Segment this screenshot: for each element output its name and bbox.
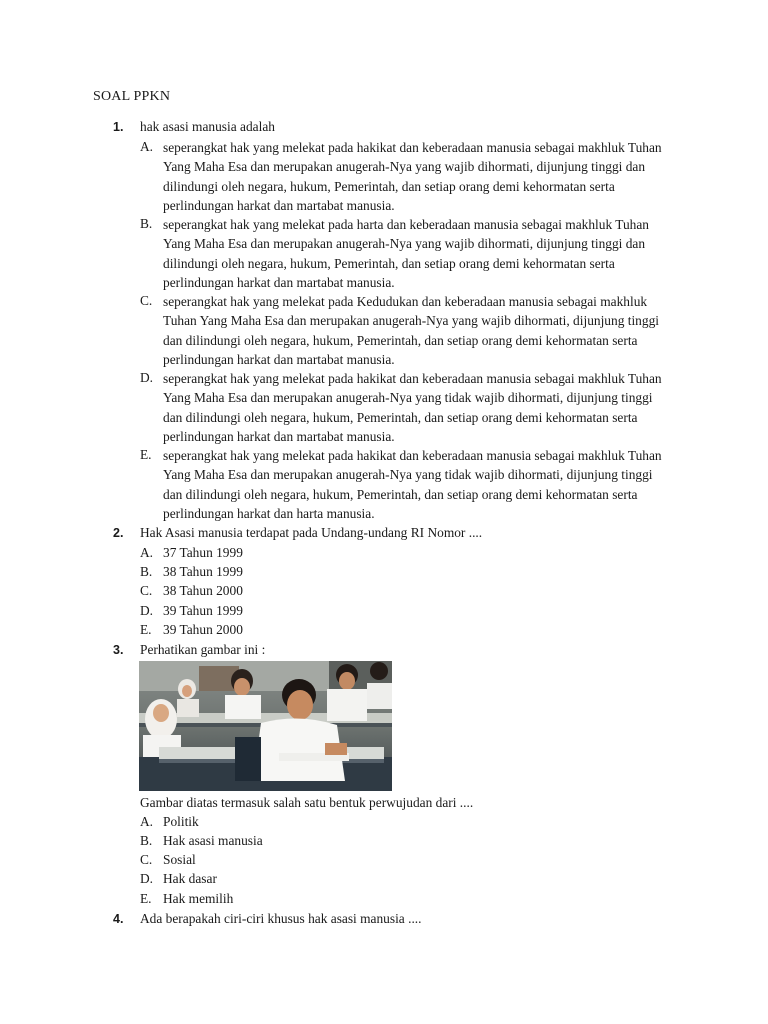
option-text: Politik — [163, 814, 199, 829]
option-letter: A. — [140, 814, 154, 829]
option-letter: D. — [140, 370, 154, 385]
option-text: Hak asasi manusia — [163, 833, 263, 848]
question-number: 4. — [113, 912, 124, 926]
option-letter: E. — [140, 447, 152, 462]
option-text: seperangkat hak yang melekat pada Kedudukan dan keberadaan manusia sebagai makhluk Tuhan Yang Maha Esa dan merupakan anugerah-Nya yang wajib dihormati, dijunjung tinggi dan dilindungi oleh negara, hukum, Pemerintah, dan setiap orang demi kehormatan serta perlindungan harkat dan martabat manusia. — [163, 294, 659, 367]
option-letter: B. — [140, 564, 153, 579]
option-letter: B. — [140, 216, 153, 231]
option-letter: C. — [140, 852, 153, 867]
question-text: Ada berapakah ciri-ciri khusus hak asasi manusia .... — [140, 911, 422, 926]
option-text: seperangkat hak yang melekat pada hakikat dan keberadaan manusia sebagai makhluk Tuhan Yang Maha Esa dan merupakan anugerah-Nya yang tidak wajib dihormati, dijunjung tinggi dan dilindungi oleh negara, hukum, Pemerintah, dan setiap orang demi kehormatan serta perlindungan harkat dan martabat manusia. — [163, 371, 662, 444]
option-text: Sosial — [163, 852, 196, 867]
question-number: 2. — [113, 526, 124, 540]
question-text: hak asasi manusia adalah — [140, 119, 275, 134]
option-letter: E. — [140, 622, 152, 637]
option-letter: A. — [140, 139, 154, 154]
option-letter: E. — [140, 891, 152, 906]
question-text: Perhatikan gambar ini : — [140, 642, 266, 657]
question-caption: Gambar diatas termasuk salah satu bentuk perwujudan dari .... — [140, 795, 474, 810]
option-text: Hak memilih — [163, 891, 234, 906]
option-text: Hak dasar — [163, 871, 217, 886]
option-text: 38 Tahun 2000 — [163, 583, 243, 598]
option-letter: A. — [140, 545, 154, 560]
option-letter: C. — [140, 293, 153, 308]
question-text: Hak Asasi manusia terdapat pada Undang-undang RI Nomor .... — [140, 525, 483, 540]
document-title: SOAL PPKN — [93, 89, 171, 104]
option-text: seperangkat hak yang melekat pada hakikat dan keberadaan manusia sebagai makhluk Tuhan Yang Maha Esa dan merupakan anugerah-Nya yang wajib dihormati, dijunjung tinggi dan dilindungi oleh negara, hukum, Pemerintah, dan setiap orang demi kehormatan serta perlindungan harkat dan martabat manusia. — [163, 140, 662, 213]
option-text: 39 Tahun 1999 — [163, 603, 243, 618]
exam-classroom-photo — [139, 661, 392, 791]
option-letter: D. — [140, 871, 154, 886]
option-text: seperangkat hak yang melekat pada hakikat dan keberadaan manusia sebagai makhluk Tuhan Yang Maha Esa dan merupakan anugerah-Nya yang tidak wajib dihormati, dijunjung tinggi dan dilindungi oleh negara, hukum, Pemerintah, dan setiap orang demi kehormatan serta perlindungan harkat dan harta manusia. — [163, 448, 662, 521]
option-text: 37 Tahun 1999 — [163, 545, 243, 560]
option-letter: C. — [140, 583, 153, 598]
question-number: 3. — [113, 643, 124, 657]
option-letter: D. — [140, 603, 154, 618]
option-letter: B. — [140, 833, 153, 848]
option-text: seperangkat hak yang melekat pada harta dan keberadaan manusia sebagai makhluk Tuhan Yang Maha Esa dan merupakan anugerah-Nya yang wajib dihormati, dijunjung tinggi dan dilindungi oleh negara, hukum, Pemerintah, dan setiap orang demi kehormatan serta perlindungan harkat dan martabat manusia. — [163, 217, 649, 290]
option-text: 38 Tahun 1999 — [163, 564, 243, 579]
question-number: 1. — [113, 120, 124, 134]
option-text: 39 Tahun 2000 — [163, 622, 243, 637]
